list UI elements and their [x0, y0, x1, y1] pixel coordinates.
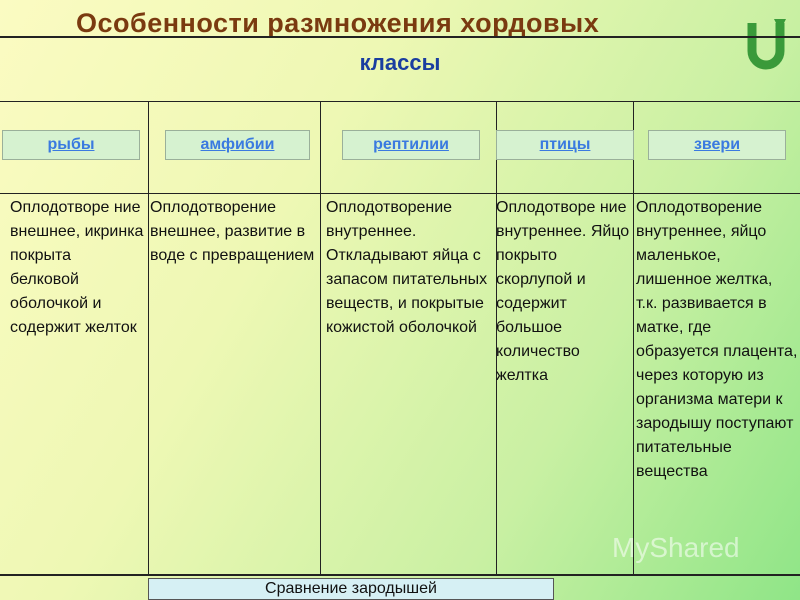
table-header: классы: [0, 38, 800, 102]
watermark: MyShared: [612, 532, 740, 563]
slide-title: Особенности размножения хордовых: [76, 8, 600, 38]
comparison-table: [0, 36, 800, 576]
cell-fish: Оплодотворе ние внешнее, икринка покрыта белковой оболочкой и содержит желток: [10, 199, 144, 336]
cell-birds: Оплодотворе ние внутреннее. Яйцо покрыто скорлупой и содержит большое количество желтка: [496, 199, 630, 384]
class-button-fish[interactable]: рыбы: [2, 130, 140, 160]
cell-reptiles: Оплодотворение внутреннее. Откладывают яйца с запасом питательных веществ, и покрытые кожистой оболочкой: [326, 199, 488, 336]
column-divider: [148, 102, 149, 574]
class-button-amphibians[interactable]: амфибии: [165, 130, 310, 160]
class-button-birds[interactable]: птицы: [496, 130, 634, 160]
cell-mammals: Оплодотворение внутреннее, яйцо маленькое, лишенное желтка, т.к. развивается в матке, где образуется плацента, через которую из организма матери к зародышу поступают питательные вещества: [636, 199, 798, 480]
class-button-mammals[interactable]: звери: [648, 130, 786, 160]
column-divider: [320, 102, 321, 574]
column-divider: [633, 102, 634, 574]
compare-embryos-button[interactable]: Сравнение зародышей: [148, 578, 554, 600]
row-divider: [0, 193, 800, 194]
cell-amphibians: Оплодотворение внешнее, развитие в воде с превращением: [150, 199, 315, 264]
class-button-reptiles[interactable]: рептилии: [342, 130, 480, 160]
